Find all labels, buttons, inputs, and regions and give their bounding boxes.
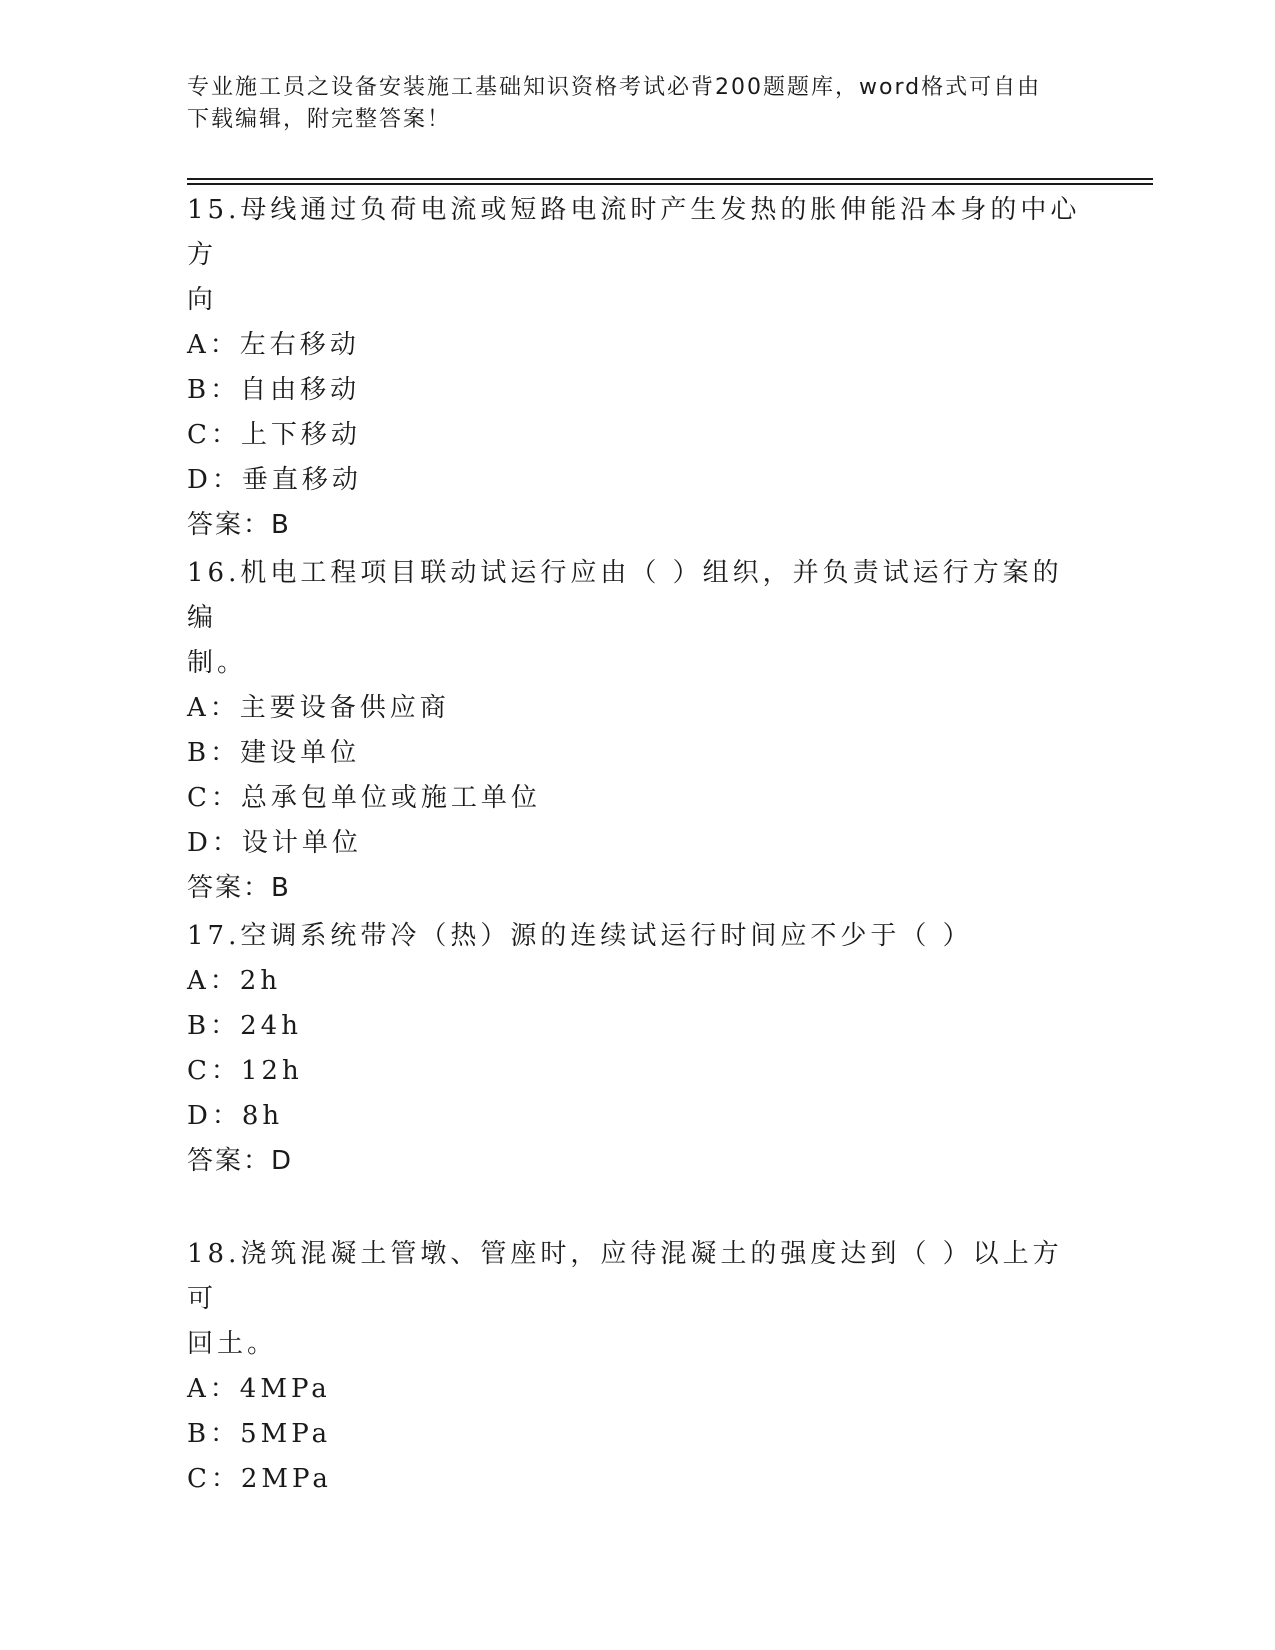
question-17: [187, 914, 1087, 1184]
option-d: D：垂直移动: [187, 465, 362, 495]
option-b: B：自由移动: [187, 375, 361, 405]
question-stem: 17.空调系统带冷（热）源的连续试运行时间应不少于（ ）: [187, 921, 973, 951]
question-stem-continued: 回土。: [187, 1329, 278, 1359]
option-a: A：2h: [187, 966, 282, 996]
question-stem: 15.母线通过负荷电流或短路电流时产生发热的胀伸能沿本身的中心方: [187, 195, 1081, 270]
question-stem-continued: 制。: [187, 648, 248, 678]
option-b: B：24h: [187, 1011, 302, 1041]
option-a: A：4MPa: [187, 1374, 331, 1404]
option-c: C：2MPa: [187, 1464, 332, 1494]
option-c: C：12h: [187, 1056, 303, 1086]
option-a: A：左右移动: [187, 330, 360, 360]
option-c: C：上下移动: [187, 420, 361, 450]
question-stem: 18.浇筑混凝土管墩、管座时，应待混凝土的强度达到（ ）以上方可: [187, 1239, 1063, 1314]
document-header: [187, 72, 1087, 136]
question-stem-continued: 向: [187, 285, 218, 315]
option-b: B：5MPa: [187, 1419, 332, 1449]
header-divider-top: [187, 178, 1153, 180]
header-line-1: 专业施工员之设备安装施工基础知识资格考试必背200题题库，word格式可自由: [187, 75, 1042, 100]
question-18: [187, 1232, 1087, 1502]
option-d: D：8h: [187, 1101, 284, 1131]
option-d: D：设计单位: [187, 828, 362, 858]
answer-line: 答案：D: [187, 1146, 294, 1176]
option-b: B：建设单位: [187, 738, 361, 768]
header-divider-bottom: [187, 183, 1153, 185]
option-c: C：总承包单位或施工单位: [187, 783, 541, 813]
question-16: [187, 551, 1087, 911]
answer-line: 答案：B: [187, 873, 291, 903]
question-15: [187, 188, 1087, 548]
answer-line: 答案：B: [187, 510, 291, 540]
question-stem: 16.机电工程项目联动试运行应由（ ）组织，并负责试运行方案的编: [187, 558, 1063, 633]
option-a: A：主要设备供应商: [187, 693, 450, 723]
header-line-2: 下载编辑，附完整答案！: [187, 107, 452, 132]
